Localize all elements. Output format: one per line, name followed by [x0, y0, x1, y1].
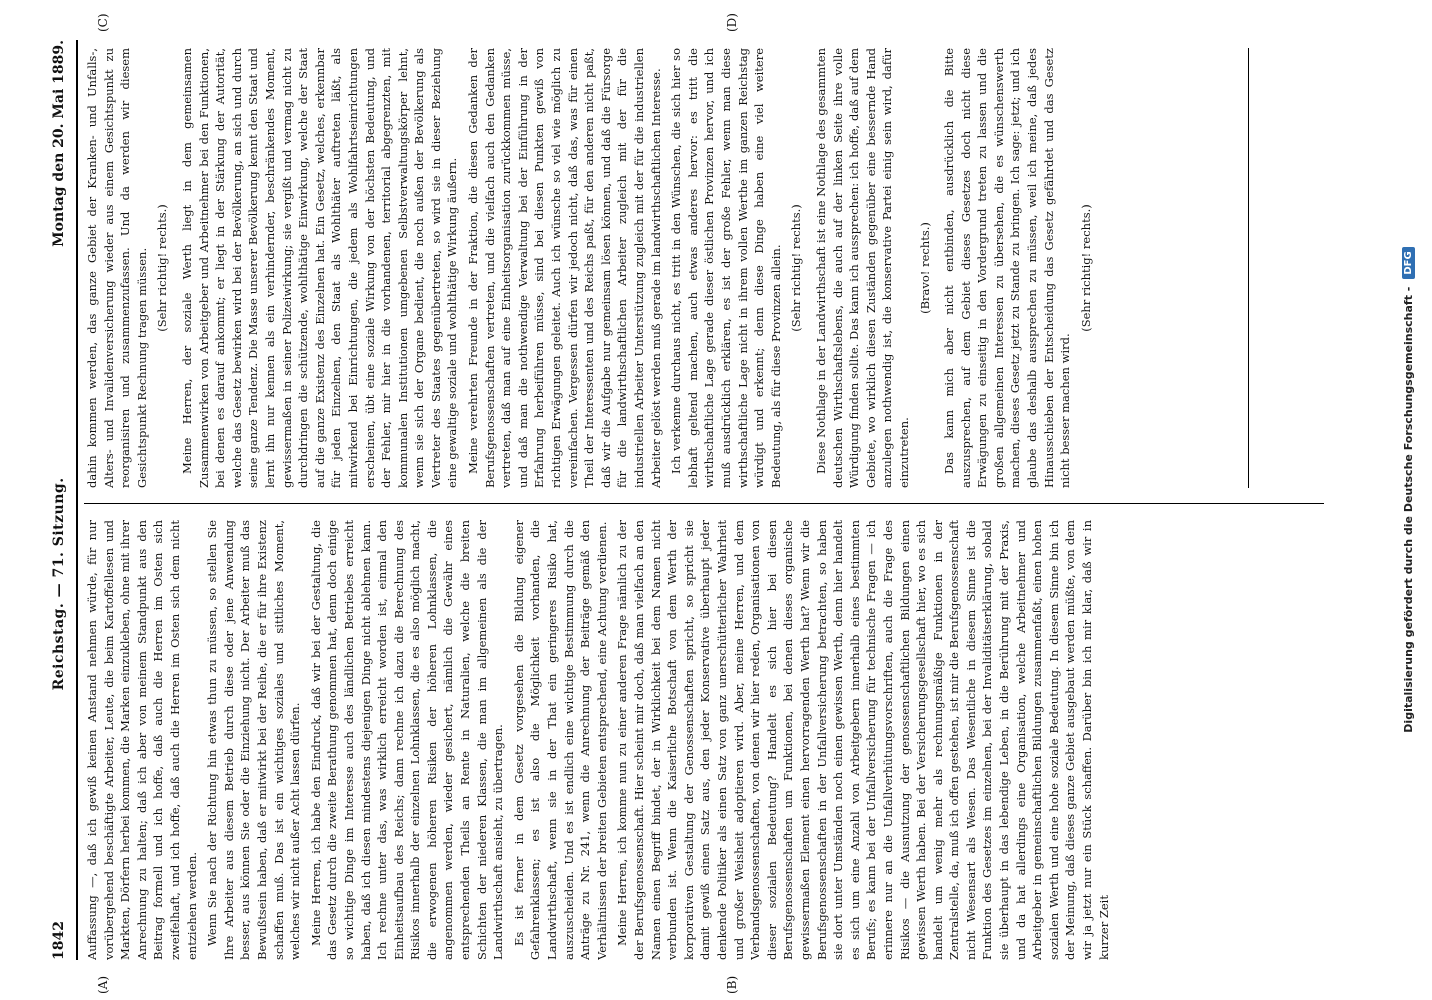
interjection: (Sehr richtig! rechts.): [789, 204, 804, 332]
margin-marker-b: (B): [725, 975, 739, 994]
paragraph: dahin kommen werden, das ganze Gebiet der Kranken- und Unfalls-, Alters- und Invalidenversicherung wieder aus einem Gesichtspunkt zu reorganisiren und zusammenzufassen. Und da werden wir diesem Gesichtspunkt Rechnung tragen müssen.: [85, 48, 149, 488]
header-date: Montag den 20. Mai 1889.: [51, 40, 67, 247]
paragraph: Auffassung —, daß ich gewiß keinen Anstand nehmen würde, für nur vorübergehend beschäftigte Arbeiter, Leute, die beim Kartoffellesen und Markten, Dörfern herbei kommen, die Marken einzukleben, ohne mit ihrer Anrechnung zu halten; daß ich aber von meinem Standpunkt aus den Beitrag formell und ich hoffe, daß auch die Herren im Osten sich zweifelhaft, und ich hoffe, daß auch die Herren im Osten sich dem nicht entziehen werden.: [85, 520, 199, 960]
margin-marker-d: (D): [725, 13, 739, 32]
column-end-rule: [1248, 48, 1249, 488]
page-header: [46, 40, 72, 960]
digitization-credit: [1398, 40, 1418, 940]
column-divider: [84, 503, 1324, 504]
paragraph: Wenn Sie nach der Richtung hin etwas thun zu müssen, so stellen Sie Ihre Arbeiter aus diesem Betrieb durch diese oder jene Anwendung besser, aus können Sie oder die Einziehung nicht. Der Arbeiter muß das Bewußtsein haben, daß er mitwirkt bei der Reihe, die er für ihre Existenz schaffen muß. Das ist ein wichtiges soziales und sittliches Moment, welches wir nicht außer Acht lassen dürfen.: [205, 520, 303, 960]
left-column: [84, 520, 1324, 960]
paragraph: Meine Herren, ich habe den Eindruck, daß wir bei der Gestaltung, die das Gesetz durch die zweite Berathung genommen hat, denn doch einige so wichtige Dinge im Interesse auch des ländlichen Betriebes erreicht haben, daß ich diesen mindestens diejenigen Dinge nicht ablehnen kann. Ich rechne unter das, was wirklich erreicht worden ist, einmal den Einheitsaufbau des Reichs; dann rechne ich dazu die Berechnung des Risikos innerhalb der einzelnen Lohnklassen, die es also möglich macht, die erwogenen höheren Risiken der höheren Lohnklassen, die angenommen werden, wieder gesichert, nämlich die Gewähr eines entsprechenden Theils an Rente in Naturalien, welche die breiten Schichten der niederen Klassen, die man im allgemeinen als die der Landwirthschaft ansieht, zu übertragen.: [308, 520, 506, 960]
interjection: (Bravo! rechts.): [917, 222, 932, 314]
paragraph: Ich verkenne durchaus nicht, es tritt in den Wünschen, die sich hier so lebhaft geltend machen, auch etwas anderes hervor: es tritt die wirthschaftliche Lage gerade dieser östlichen Provinzen hervor, und ich muß ausdrücklich erklären, es ist der große Fehler, wenn man diese wirthschaftliche Lage nicht in ihrem vollen Werthe im ganzen Reichstag würdigt und erkennt; denn diese Dinge haben eine viel weitere Bedeutung, als für diese Provinzen allein.: [669, 48, 783, 488]
margin-marker-c: (C): [96, 13, 110, 32]
margin-marker-a: (A): [96, 975, 110, 994]
dfg-logo: DFG: [1402, 247, 1415, 278]
header-rule: [76, 40, 78, 960]
right-column: [84, 48, 1324, 488]
header-title: Reichstag. — 71. Sitzung.: [51, 477, 67, 691]
page-number: 1842: [51, 921, 67, 960]
paragraph: Das kann mich aber nicht entbinden, ausdrücklich die Bitte auszusprechen, auf dem Gebiet dieses Gesetzes doch nicht diese Erwägungen zu einseitig in den Vordergrund treten zu lassen und die großen allgemeinen Interessen zu übersehen, die es wünschenswerth machen, dieses Gesetz jetzt zu Stande zu bringen. Ich sage: jetzt; und ich glaube das deshalb aussprechen zu müssen, weil ich meine, daß jedes Hinausschieben der Entscheidung das Gesetz gefährdet und das Gesetz nicht besser machen wird.: [942, 48, 1073, 488]
interjection: (Sehr richtig! rechts.): [155, 204, 170, 332]
paragraph: Diese Nothlage in der Landwirthschaft ist eine Nothlage des gesammten deutschen Wirthschaftslebens, die auch auf der linken Seite ihre volle Würdigung finden sollte. Das kann ich aussprechen: ich hoffe, daß auf dem Gebiete, wo wirklich diesen Zuständen gegenüber eine bessernde Hand anzulegen nothwendig ist, die konservative Partei einig sein wird, dafür einzutreten.: [813, 48, 911, 488]
paragraph: Meine verehrten Freunde in der Fraktion, die diesen Gedanken der Berufsgenossenschaften vertreten, und die vielfach auch den Gedanken vertreten, daß man auf eine Einheitsorganisation zurückkommen müsse, und daß man die nothwendige Verwaltung bei der Einführung in der Erfahrung herbeiführen müsse, sind bei diesen Punkten gewiß von richtigen Erwägungen geleitet. Auch ich wünsche so viel wie möglich zu vereinfachen. Vergessen dürfen wir jedoch nicht, daß das, was für einen Theil der Interessenten und des Reichs paßt, für den anderen nicht paßt, daß wir die Aufgabe nur gemeinsam lösen können, und daß die Fürsorge für die landwirthschaftlichen Arbeiter zugleich mit der für die industriellen Arbeiter Unterstützung zugleich mit der für die industriellen Arbeiter gelöst werden muß gerade im landwirthschaftlichen Interesse.: [466, 48, 663, 488]
interjection: (Sehr richtig! rechts.): [1078, 204, 1093, 332]
paragraph: Es ist ferner in dem Gesetz vorgesehen die Bildung eigener Gefahrenklassen; es ist also die Möglichkeit vorhanden, die Landwirthschaft, wenn sie in der That ein geringeres Risiko hat, auszuscheiden. Und es ist endlich eine wichtige Bestimmung durch die Anträge zu Nr. 241, wenn die Anrechnung der Beiträge gemäß den Verhältnissen der breiten Gebieten entsprechend, eine Achtung verdienen.: [511, 520, 609, 960]
paragraph: Meine Herren, ich komme nun zu einer anderen Frage nämlich zu der der Berufsgenossenschaft. Hier scheint mir doch, daß man vielfach an den Namen einen Begriff bindet, der in Wirklichkeit bei dem Namen nicht verbunden ist. Wenn die Kaiserliche Botschaft von dem Werth der korporativen Gestaltung der Genossenschaften spricht, so spricht sie damit gewiß einen Satz aus, den jeder Konservative überhaupt jeder denkende Politiker als einen Satz von ganz unerschütterlicher Wahrheit und großer Weisheit adoptieren wird. Aber, meine Herren, und dem Verbandsgenossenschaften, von denen wir hier reden, Organisationen von dieser sozialen Bedeutung? Handelt es sich hier bei diesen Berufsgenossenschaften um Funktionen, bei denen dieses organische gewissermaßen Element einen hervorragenden Werth hat? Wenn wir die Berufsgenossenschaften in der Unfallversicherung betrachten, so haben sie dort unter Umständen noch einen gewissen Werth, denn hier handelt es sich um eine Anzahl von Arbeitgebern innerhalb eines bestimmten Berufs; es kann bei der Unfallversicherung für technische Fragen — ich erinnere nur an die Unfallverhütungsvorschriften, auch die Frage des Risikos — die Ausnutzung der genossenschaftlichen Bildungen einen gewissen Werth haben. Bei der Versicherungsgesellschaft hier, wo es sich handelt um wenig mehr als rechnungsmäßige Funktionen in der Zentralstelle, da, muß ich offen gestehen, ist mir die Berufsgenossenschaft nicht Wesensart als Wesen. Das Wesentliche in diesem Sinne ist die Funktion des Gesetzes im einzelnen, bei der Invaliditätserklärung, sobald sie überhaupt in das lebendige Leben, in die Berührung mit der Praxis, und da hat allerdings eine Organisation, welche Arbeitnehmer und Arbeitgeber in gemeinschaftlichen Bildungen zusammenfaßt, einen hohen sozialen Werth und eine hohe soziale Bedeutung. In diesem Sinne bin ich der Meinung, daß dieses ganze Gebiet ausgebaut werden müßte, von dem wir ja jetzt nur ein Stück schaffen. Darüber bin ich mir klar, daß wir in kurzer Zeit: [615, 520, 1111, 960]
credit-text: Digitalisierung gefördert durch die Deutsche Forschungsgemeinschaft -: [1401, 286, 1415, 733]
paragraph: Meine Herren, der soziale Werth liegt in dem gemeinsamen Zusammenwirken von Arbeitgeber und Arbeitnehmer bei den Funktionen, bei denen es darauf ankommt; er liegt in der Stärkung der Autorität, welche das Gesetz bewirken wird bei der Bevölkerung, an sich und durch seine ganze Tendenz. Die Masse unserer Bevölkerung kennt den Staat und lernt ihn nur kennen als ein verhindernder, beschränkendes Moment, gewissermaßen in seiner Polizeiwirkung; sie vergißt und vermag nicht zu durchdringen die schützende, wohlthätige Einwirkung, welche der Staat auf die ganze Existenz des Einzelnen hat. Ein Gesetz, welches, erkennbar für jeden Einzelnen, den Staat als Wohlthäter auftreten läßt, als mitwirkend bei Einrichtungen, die jedem als Wohlfahrtseinrichtungen erscheinen, übt eine soziale Wirkung von der höchsten Bedeutung, und der Fehler, mir hier in die vorhandenen, territorial abgegrenzten, mit kommunalen Institutionen umgebenen Selbstverwaltungskörper lehnt, wenn sie sich der Organe bedient, die noch außen der Bevölkerung als Vertreter des Staates gegenübertreten, so wird sie in dieser Beziehung eine gewaltige soziale und wohlthätige Wirkung äußern.: [179, 48, 460, 488]
